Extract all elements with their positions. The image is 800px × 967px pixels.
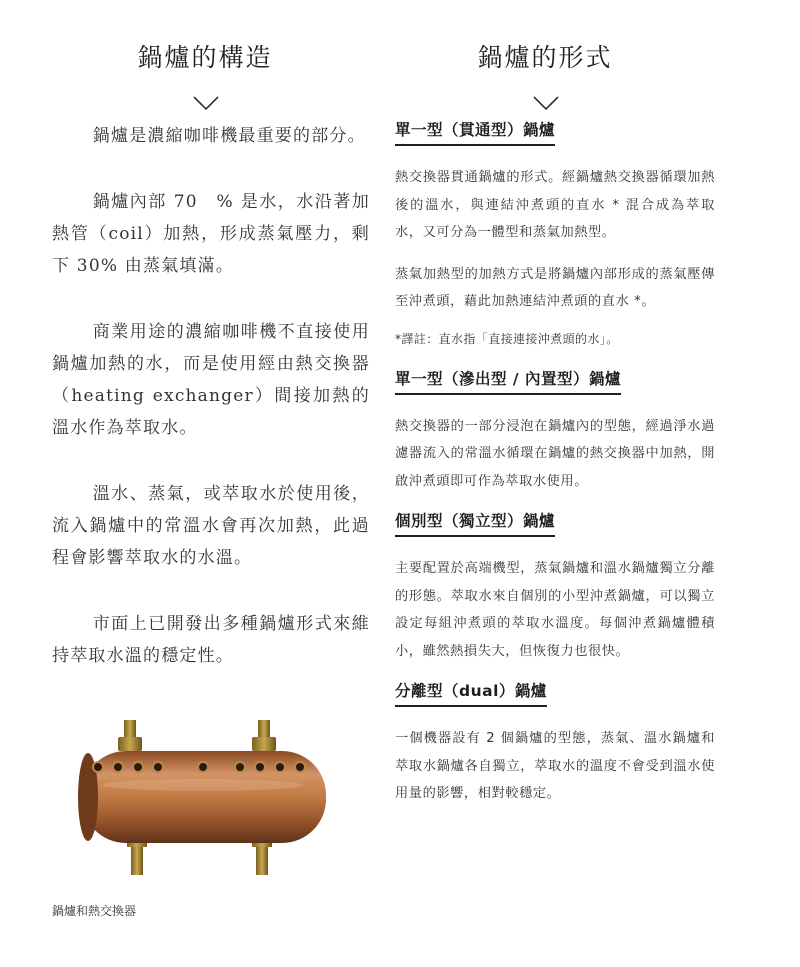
section-paragraph: 熱交換器的一部分浸泡在鍋爐內的型態，經過淨水過濾器流入的常溫水循環在鍋爐的熱交換器中加熱，開啟沖煮頭即可作為萃取水使用。 (395, 418, 715, 489)
image-caption: 鍋爐和熱交換器 (52, 904, 137, 918)
left-body (52, 120, 370, 706)
left-paragraph: 商業用途的濃縮咖啡機不直接使用鍋爐加熱的水，而是使用經由熱交換器（heating exchanger）間接加熱的溫水作為萃取水。 (52, 322, 370, 438)
left-paragraph: 市面上已開發出多種鍋爐形式來維持萃取水溫的穩定性。 (52, 614, 370, 666)
chevron-down-icon (533, 96, 559, 110)
section-individual (395, 509, 715, 665)
section-paragraph: 熱交換器貫通鍋爐的形式。經鍋爐熱交換器循環加熱後的溫水，與連結沖煮頭的直水 * 混合成為萃取水，又可分為一體型和蒸氣加熱型。 (395, 170, 715, 240)
left-column-title: 鍋爐的構造 (137, 43, 273, 72)
section-single-through (395, 118, 715, 347)
section-paragraph: 蒸氣加熱型的加熱方式是將鍋爐內部形成的蒸氣壓傳至沖煮頭，藉此加熱連結沖煮頭的直水 *。 (395, 266, 715, 309)
left-paragraph: 溫水、蒸氣，或萃取水於使用後，流入鍋爐中的常溫水會再次加熱，此過程會影響萃取水的水溫。 (52, 484, 370, 568)
boiler-illustration (68, 715, 338, 885)
left-paragraph: 鍋爐是濃縮咖啡機最重要的部分。 (92, 126, 366, 146)
translator-note: *譯註：直水指「直接連接沖煮頭的水」。 (395, 331, 619, 346)
section-paragraph: 一個機器設有 2 個鍋爐的型態，蒸氣、溫水鍋爐和萃取水鍋爐各自獨立，萃取水的溫度不會受到溫水使用量的影響，相對較穩定。 (395, 731, 715, 801)
section-heading: 分離型（dual）鍋爐 (395, 679, 547, 707)
section-single-immersed (395, 367, 715, 496)
section-paragraph: 主要配置於高端機型，蒸氣鍋爐和溫水鍋爐獨立分離的形態。萃取水來自個別的小型沖煮鍋爐，可以獨立設定每組沖煮頭的萃取水溫度。每個沖煮鍋爐體積小，雖然熱損失大，但恢復力也很快。 (395, 561, 715, 659)
right-column-title: 鍋爐的形式 (477, 43, 613, 72)
left-paragraph: 鍋爐內部 70 % 是水，水沿著加熱管（coil）加熱，形成蒸氣壓力，剩下 30% 由蒸氣填滿。 (52, 192, 370, 276)
section-dual (395, 679, 715, 808)
section-heading: 單一型（滲出型 / 內置型）鍋爐 (395, 367, 621, 395)
chevron-down-icon (193, 96, 219, 110)
section-heading: 單一型（貫通型）鍋爐 (395, 118, 555, 146)
section-heading: 個別型（獨立型）鍋爐 (395, 509, 555, 537)
right-body (395, 118, 715, 822)
